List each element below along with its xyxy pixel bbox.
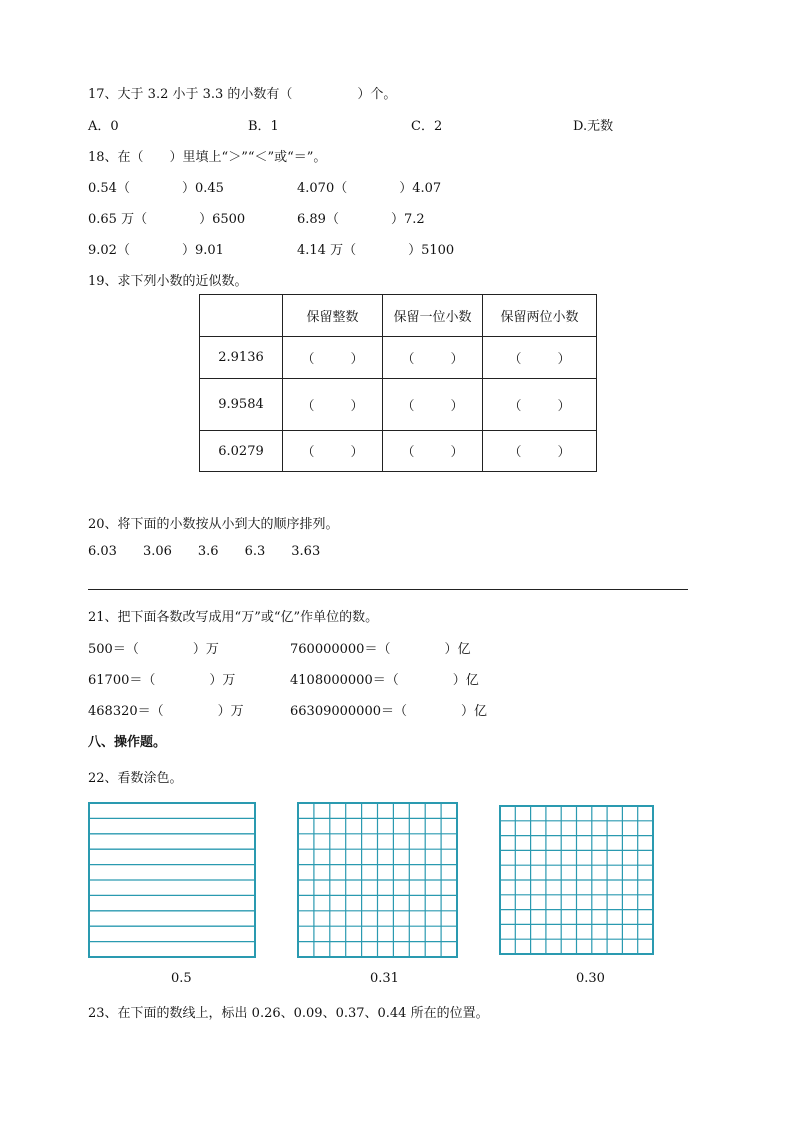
- q21-item: 468320＝（ ）万: [88, 704, 244, 719]
- q18-item: 4.14 万（ ）5100: [297, 243, 455, 258]
- answer-blank[interactable]: （ ）: [383, 379, 483, 431]
- q18-item: 4.070（ ）4.07: [297, 181, 442, 196]
- q21-item: 66309000000＝（ ）亿: [290, 704, 487, 719]
- q17-option-c: C．2: [411, 119, 443, 134]
- q18-text: 18、在（ ）里填上“＞”“＜”或“＝”。: [88, 150, 327, 165]
- q21-item: 4108000000＝（ ）亿: [290, 673, 479, 688]
- grid-label: 0.5: [171, 971, 192, 986]
- answer-blank[interactable]: （ ）: [383, 337, 483, 379]
- q17-option-b: B．1: [248, 119, 279, 134]
- q23-text: 23、在下面的数线上，标出 0.26、0.09、0.37、0.44 所在的位置。: [88, 1006, 489, 1021]
- table-header: [200, 295, 283, 337]
- table-row-label: 6.0279: [200, 431, 283, 472]
- q18-item: 0.65 万（ ）6500: [88, 212, 246, 227]
- q18-item: 9.02（ ）9.01: [88, 243, 224, 258]
- q21-item: 500＝（ ）万: [88, 642, 219, 657]
- table-row: [200, 431, 597, 472]
- hundred-grid-030[interactable]: [499, 805, 654, 955]
- table-row-label: 2.9136: [200, 337, 283, 379]
- answer-line[interactable]: [88, 589, 688, 590]
- table-row-label: 9.9584: [200, 379, 283, 431]
- q17-option-a: A．0: [88, 119, 119, 134]
- grid-label: 0.30: [576, 971, 605, 986]
- table-header: 保留整数: [283, 295, 383, 337]
- approximation-table: [199, 294, 597, 472]
- q18-item: 6.89（ ）7.2: [297, 212, 425, 227]
- hundred-grid-031[interactable]: [297, 802, 458, 958]
- q21-item: 61700＝（ ）万: [88, 673, 236, 688]
- section-title: 八、操作题。: [88, 735, 167, 750]
- answer-blank[interactable]: （ ）: [283, 431, 383, 472]
- q17-text: 17、大于 3.2 小于 3.3 的小数有（ ）个。: [88, 87, 397, 102]
- table-row: [200, 379, 597, 431]
- answer-blank[interactable]: （ ）: [283, 379, 383, 431]
- q19-text: 19、求下列小数的近似数。: [88, 274, 248, 289]
- answer-blank[interactable]: （ ）: [483, 431, 597, 472]
- q20-text: 20、将下面的小数按从小到大的顺序排列。: [88, 517, 339, 532]
- q21-item: 760000000＝（ ）亿: [290, 642, 471, 657]
- table-header: 保留一位小数: [383, 295, 483, 337]
- answer-blank[interactable]: （ ）: [383, 431, 483, 472]
- answer-blank[interactable]: （ ）: [483, 379, 597, 431]
- striped-rectangle[interactable]: [88, 802, 256, 958]
- q21-text: 21、把下面各数改写成用“万”或“亿”作单位的数。: [88, 610, 379, 625]
- q20-numbers: 6.03 3.06 3.6 6.3 3.63: [88, 544, 321, 559]
- answer-blank[interactable]: （ ）: [283, 337, 383, 379]
- q22-text: 22、看数涂色。: [88, 771, 183, 786]
- table-header: 保留两位小数: [483, 295, 597, 337]
- table-row: [200, 337, 597, 379]
- q18-item: 0.54（ ）0.45: [88, 181, 224, 196]
- q17-option-d: D.无数: [573, 119, 614, 134]
- answer-blank[interactable]: （ ）: [483, 337, 597, 379]
- grid-label: 0.31: [370, 971, 399, 986]
